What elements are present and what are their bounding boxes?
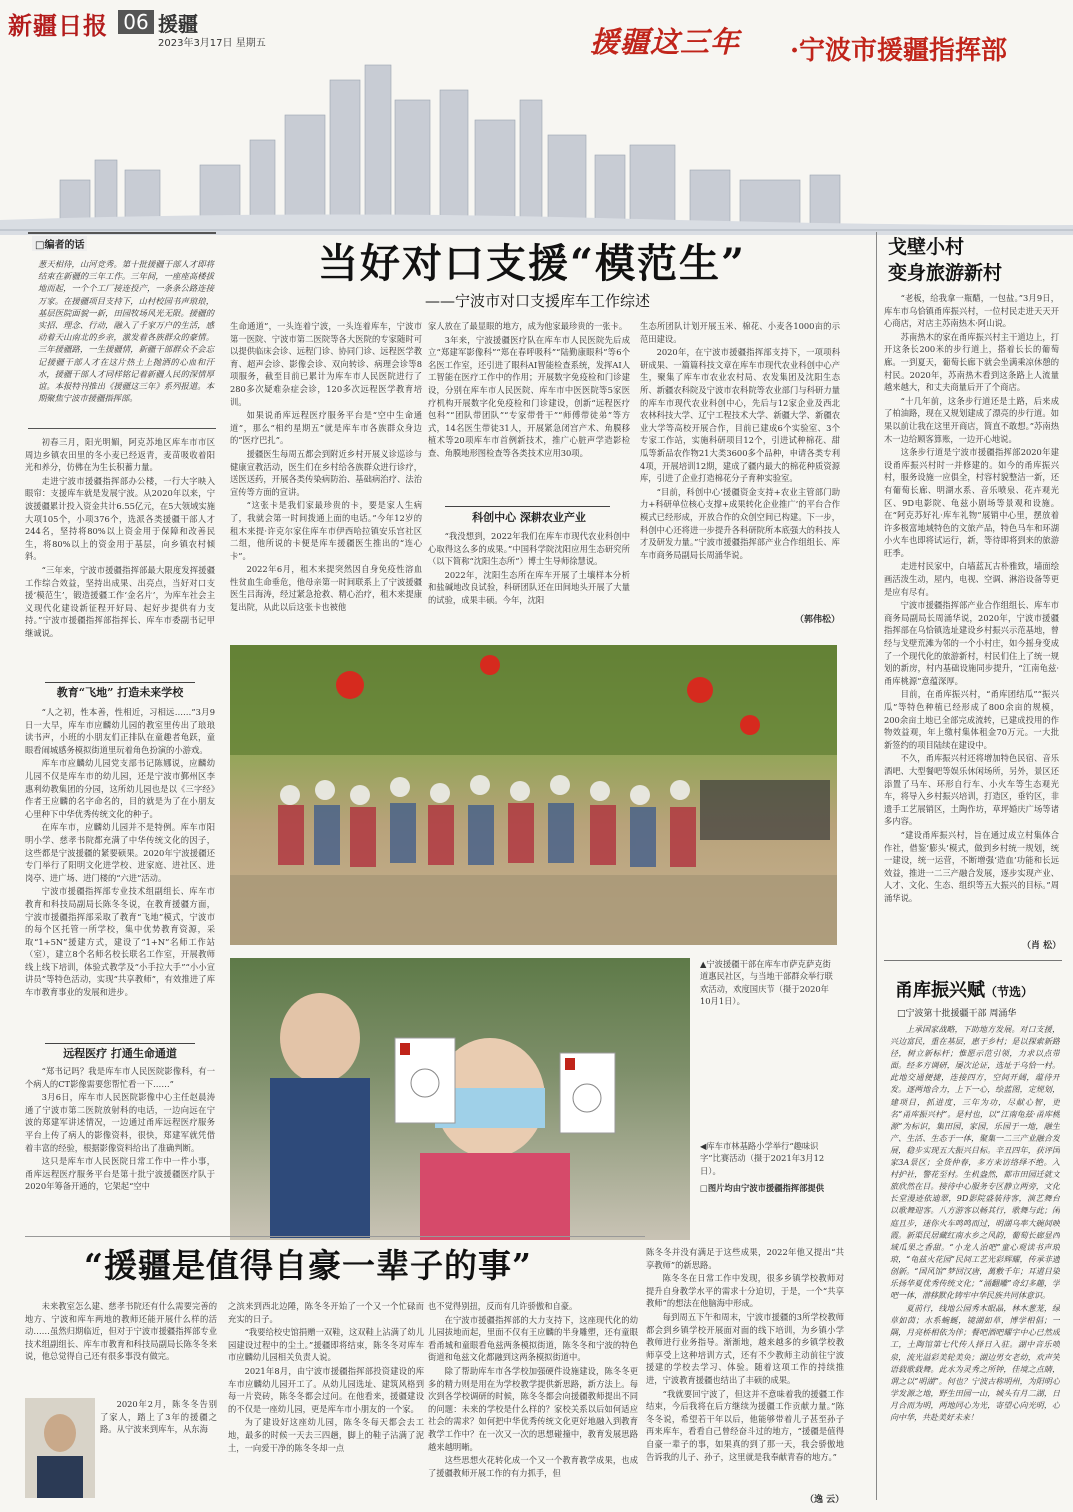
main-headline: 当好对口支援“模范生”: [318, 240, 747, 287]
article-author: （郭伟松）: [795, 615, 841, 625]
paragraph: 夏前行，线地公园秀木眼晶，林木葱茏，绿草如茵；水系蜿蜒，镜湖如草，博学相倡；一隅，月亮桥相依为伴；餐吧酒吧耀宇中心已然成工，土陶馆第七代传人择日入驻。湖中音乐喷泉，流光溢彩美轮美奂；湖边男女老幼，欢声笑语载歌载舞。此水为灵秀之所钟，佳境之点睛，谓之以“明湖”。何也？宁波古称明州，为阳明心学发源之地，野生田园一山，城头有月二湖，日月合而为明，两地同心为光，寄望心向光明，心向中华，共赴美好未来！: [890, 1304, 1060, 1422]
bottom-article-col3: [428, 1300, 638, 1500]
paragraph: 家人放在了最显眼的地方，成为他家最珍贵的一张卡。: [428, 321, 628, 331]
sidebar-title-line2: 变身旅游新村: [888, 262, 1003, 284]
paragraph: 这条步行道是宁波市援疆指挥部2020年建设甬库振兴村时一并修建的。如今的甬库振兴村，服务设施一应俱全，村容村貌整洁一新，还有葡萄长廊、明湖水系、音乐喷泉、花卉观光区、9D电影院、龟兹小剧场等景观和设施。在“阿克苏好礼·库车礼物”展销中心里，摆放着许多极富地域特色的文旅产品，特色马车和环湖小火车也即将试运行，新，等待即将到来的旅游旺季。: [884, 447, 1059, 558]
main-article-col4: [640, 320, 840, 610]
bottom-article-col1: [25, 1300, 217, 1395]
main-article-col3b: [428, 530, 630, 638]
paragraph: 为了建设好这座幼儿园，陈冬冬每天都会去工地，最多的时候一天去三四趟，脚上的鞋子沾满了泥土，一向爱干净的陈冬冬却一点: [228, 1417, 424, 1453]
subheading-rule: [445, 506, 610, 507]
paragraph: “十几年前，这条步行道还是土路，后来成了柏油路，现在又规划建成了漂亮的步行道。如果以前让我在这里开商店，简直不敢想。”苏南热木一边给顾客算账，一边开心地说。: [884, 395, 1059, 444]
issue-date: 2023年3月17日 星期五: [158, 38, 266, 49]
bottom-feature-rule: [25, 1236, 645, 1237]
photo-illustration: [230, 645, 837, 945]
paragraph: 上承国家战略，下助地方发展。对口支援，兴边富民，重在基层，惠于乡村；是以探索新路径，树立新标杆；惟愿示范引领，力求以点带面。经多方调研，屡次论证，选址于乌恰一村。此地交通便捷，连接四方，空间开阔，蕴待开发。逐两地合力，上下一心，绘蓝图，定规划，建项目，抓进度，三年为功，尽献心智，更名“甬库振兴村”。是村也，以“江南龟兹·甬库桃源”为标识，集田园，家园，乐园于一地，融生产、生活、生态于一体，聚集一二三产业融合发展，稳步实现五大振兴目标。辛丑四年，获评国家3A景区；全货仲春，多方来访络绎不绝。入村护社，警花至村。生机盎然，都市田园迁就文旅欣然在目。接待中心服务专区静立两旁，文化长堂漫迹依迪翠，9D影院盛装待客，演艺舞台以歌舞迎客。八方游客以畅其行，歌舞与此；闲庭且步，迷你火车鸣鸣而过，明湖乌率大碗间映霞。新渠民居藏红南水乡之风韵，葡萄长廊显西域瓜果之香甜。“小龙人治吧”童心观读书声琅琅，“龟兹火花园”民间工艺光彩辉耀，传承非遗创新。“国风馆”梦回汉唐，萬敷千年；耳道目染乐扬华夏优秀传统文化；“涌翻雕”奇幻多趣，学吧一体，潜移默化铸牢中华民族共同体意识。: [890, 1025, 1060, 1301]
photo-children-literacy: [230, 958, 690, 1240]
main-article-col1: [25, 436, 215, 672]
subheading-agriculture: 科创中心 深耕农业产业: [472, 511, 586, 524]
paragraph: 在库车市，应麟幼儿园并不是特例。库车市阳明小学、慈孝书院都充满了中华传统文化的因子，这些都是宁波援疆的紧要硕果。2020年宁波援疆还专门举行了阳明文化进学校、进家庭、进社区、进岗亭、进广场、进门楼的“六进”活动。: [25, 822, 215, 883]
paragraph: 除了帮助库车市各学校加强硬件设施建设，陈冬冬更多的精力则是用在为学校教学提供新思路，新方法上。每次到各学校调研的时候，陈冬冬都会向援疆教师提出不同的问题：未来的学校是什么样的？家校关系以后如何适应社会的需求？如何把中华优秀传统文化更好地融入到教育教学工作中？在一次又一次的思想碰撞中，教育发展思路越来越明晰。: [428, 1365, 638, 1452]
paragraph: 这只是库车市人民医院日常工作中一件小事，甬库远程医疗服务平台是第十批宁波援疆医疗队于2020年筹备开通的，它架起“空中: [25, 1156, 215, 1192]
paragraph: 生态所团队计划开展玉米、棉花、小麦各1000亩的示范田建设。: [640, 321, 840, 344]
paragraph: “这张卡是我们家最珍贵的卡，要是家人生病了，我就会第一时间拨通上面的电话。”今年12岁的租木来提·许克尔家住库车市伊西哈拉镇安乐宫社区二组，他所说的卡便是库车援疆医生推出的“连心卡”。: [230, 500, 422, 561]
main-article-col2: [230, 320, 422, 638]
photo-illustration: [230, 958, 690, 1240]
paragraph: 宁波市援疆指挥部产业合作组组长、库车市商务局副局长周涌华说，2020年，宁波市援疆指挥部在乌恰镇选址建设乡村振兴示范基地，曾经与戈壁荒滩为邻的一个小村庄，如今摇身变成了一个现代化的旅游新村，村民们住上了统一规划的新房，村内基础设施同步提升，“江南龟兹·甬库桃源”意蕴深厚。: [884, 600, 1059, 686]
bottom-headline: “援疆是值得自豪一辈子的事”: [84, 1246, 532, 1285]
paragraph: 走进宁波市援疆指挥部办公楼，一行大字映入眼帘：支援库车就是发展宁波。从2020年以来，宁波援疆累计投入资金共计6.55亿元，在5大领域实施大项105个，小项376个，选派各类援疆干部人才244名，坚持将80%以上资金用于保障和改善民生，将80%以上的资金用于基层，向乡镇农村倾斜。: [25, 475, 215, 562]
paragraph: 陈冬冬并没有满足于这些成果，2022年他又提出“共享教师”的新思路。: [646, 1247, 844, 1270]
page-number: 06: [118, 10, 154, 34]
subheading-medical: 远程医疗 打通生命通道: [63, 1047, 177, 1060]
main-article-col1c: [25, 1065, 215, 1230]
paragraph: “建设甬库振兴村，旨在通过成立村集体合作社，借鉴‘膨头’模式，做到乡村统一规划，统一建设，统一运营，不断增强‘造血’功能和长远效益，推进一二三产融合发展，逐步实现产业、人才、文化、生态、组织等五大振兴的目标。”周涌华说。: [884, 829, 1059, 903]
bottom-article-col1b: [100, 1398, 217, 1498]
main-article-col1b: [25, 706, 215, 1028]
paragraph: “目前，科创中心‘援疆资金支持+农业主管部门助力+科研单位核心支撑+成果转化企业推广’的平台合作模式已经形成，开放合作的众创空间已构建。下一步，科创中心还将进一步提升各科研院所本底强大的科技人才及研发力量。”宁波市援疆指挥部产业合作组组长、库车市商务局副局长周涌华说。: [640, 486, 840, 560]
bottom-article-col4: [646, 1246, 844, 1488]
sidebar-separator: [884, 960, 1062, 961]
subheading-education: 教育“飞地” 打造未来学校: [56, 686, 184, 699]
series-subtitle: ·宁波市援疆指挥部: [790, 36, 1008, 66]
section-name: 援疆: [158, 12, 198, 36]
sidebar-title-line1: 戈壁小村: [888, 236, 965, 258]
paragraph: 生命通道”，一头连着宁波，一头连着库车，宁波市第一医院、宁波市第二医院等各大医院的专家随时可以提供临床会诊、远程门诊、协同门诊、远程医学教育、超声会诊、影像会诊、双向转诊、病理会诊等8项服务，截至目前已累计为库车市人民医院进行了280多次疑难杂症会诊，120多次远程医学教育培训。: [230, 321, 422, 407]
poem-author: □宁波第十批援疆干部 周涌华: [897, 1009, 1017, 1019]
editor-note-text: 葱天相待，山河竞秀。第十批援疆干部人才即将结束在新疆的三年工作。三年间，一座座高楼拔地而起，一个个工厂接连投产，一条条公路连接万家。在援疆项目支持下，山村校园书声琅琅，基层医院面貌一新，田园牧场风光无限。援疆的实招、理念、行动，融入了千家万户的生活，感动着天山南北的乡亲，激发着各族群众的豪情。三年援疆路，一生援疆情，新疆干部群众不会忘记援疆干部人才在这片热土上抛洒的心血和汗水，援疆干部人才同样铭记着新疆人民的深情厚谊。本报特刊推出《援疆这三年》系列报道。本期聚焦宁波市援疆指挥部。: [38, 259, 214, 404]
poem-title: [895, 976, 1033, 1002]
main-subheadline: ——宁波市对口支援库车工作综述: [425, 292, 651, 310]
subheading-rule: [45, 682, 195, 683]
series-title: 援疆这三年: [590, 25, 741, 59]
paragraph: 3月6日，库车市人民医院影像中心主任赵晨涛通了宁波市第二医院放射科的电话，一边向远在宁波的郑建军讲述情况，一边通过甬库远程医疗服务平台上传了病人的影像资料，很快，郑建军就凭借着丰富的经验，根据影像资料给出了准确判断。: [25, 1092, 215, 1153]
paragraph: 2022年6月，租木来提突然因自身免疫性溶血性贫血生命垂危，他母亲第一时间联系上了宁波援疆医生吕海涛，经过紧急抢救、精心治疗，租木来提康复出院，从此以后这张卡也被他: [230, 564, 422, 613]
sidebar-author: （肖 松）: [1022, 941, 1062, 951]
paragraph: 之滨来到西北边陲，陈冬冬开始了一个又一个忙碌而充实的日子。: [228, 1301, 424, 1324]
paragraph: “我没想到，2022年我们在库车市现代农业科创中心取得这么多的成果。”中国科学院沈阳应用生态研究所（以下简称“沈阳生态所”）博士生导师徐慧说。: [428, 531, 630, 567]
paragraph: 宁波市援疆指挥部专业技术组副组长、库车市教育和科技局副局长陈冬冬说，在教育援疆方面，宁波市援疆指挥部采取了教育“飞地”模式，宁波市的每个区托管一所学校，集中优势教育资源，采取“1+5N”援建方式，建设了“1+N”名师工作站（室），建立8个名师名校长联名工作室，开展教师线上线下培训，体验式教学及“小手拉大手”“小小宣讲员”等特色活动，实现“共享教师”，有效推进了库车市教育事业的发展和进步。: [25, 886, 215, 998]
paragraph: 未来教室怎么建、慈孝书院还有什么需要完善的地方、宁波和库车两地的教师还能开展什么样的活动……虽然归期临近，但对于宁波市援疆指挥部专业技术组副组长、库车市教育和科技局副局长陈冬冬来说，他总觉得自己还有很多事没有做完。: [25, 1301, 217, 1362]
paragraph: 走进村民家中，白墙蓝瓦古朴雅致，墙面绘画活泼生动，屋内，电视、空调、淋浴设备等更是应有尽有。: [884, 561, 1059, 597]
sidebar-article-body: [884, 292, 1059, 934]
paragraph: 2021年8月，由宁波市援疆指挥部投资建设的库车市应麟幼儿园开工了。从幼儿园选址、建筑风格到每一片瓷砖，陈冬冬都会过问。在他看来，援疆建设的不仅是一座幼儿园，更是库车市小朋友的一个家。: [228, 1365, 424, 1414]
paragraph: 初春三月，阳光明媚，阿克苏地区库车市市区周边乡镇农田里的冬小麦已经返青，麦苗吸收着阳光和养分，仿佛在为生长积蓄力量。: [25, 437, 215, 473]
paragraph: 2020年，在宁波市援疆指挥部支持下，一项项科研成果、一篇篇科技文章在库车市现代农业科创中心产生，聚集了库车市农业农村局、农发集团及沈阳生态所、新疆农科院及宁波市农科院等农业部门与科研力量的库车市现代农业科创中心，先后与12家企业及西北农林科技大学、辽宁工程技术大学、新疆大学、新疆农业大学等高校开展合作，目前已建成6个实验室、3个专家工作站，实施科研项目12个，引进试种棉花、甜瓜等新品农作物21大类3600多个品种，申请各类专利4项，开展培训12期，建成了疆内最大的棉花种质资源库，引进了企业打造棉花分子育种实验室。: [640, 347, 840, 484]
portrait-photo: [25, 1398, 95, 1498]
photo-caption-literacy: ◀库车市林基路小学举行“趣味识字”比赛活动（摄于2021年3月12日）。: [700, 1141, 825, 1176]
city-skyline-illustration: [0, 60, 1073, 235]
paragraph: 也不觉得别扭，反而有几许骄傲和自豪。: [428, 1301, 578, 1311]
paragraph: “三年来，宁波市援疆指挥部最大限度发挥援疆工作综合效益，坚持出成果、出亮点，当好对口支援‘模范生’，锻造援疆工作‘金名片’，为库车社会主义现代化建设新征程开好局、起好步提供有力支持。”宁波市援疆指挥部指挥长、库车市委副书记甲继诚说。: [25, 564, 215, 638]
paragraph: 每到周五下午和周末，宁波市援疆的3所学校教师都会到乡镇学校开展面对面的线下培训，为乡镇小学教师进行业务指导。渐渐地，越来越多的乡镇学校教师享受上这种培训方式，还有不少教师主动前往宁波援建的学校去学习、体验。随着这项工作的持续推进，宁波教育援疆也结出了丰硕的成果。: [646, 1311, 844, 1385]
paragraph: 2020年2月，陈冬冬告别了家人，踏上了3年的援疆之路。从宁波来到库车，从东海: [100, 1399, 217, 1435]
paragraph: 援疆医生每周五都会到附近乡村开展义诊巡诊与健康宣教活动，医生们在乡村给各族群众进行诊疗，送医送药，开展各类传染病防治、基础病治疗、法治宣传等方面的宣讲。: [230, 448, 422, 497]
paragraph: “人之初，性本善，性相近，习相远……”3月9日一大早，库车市应麟幼儿园的教室里传出了琅琅读书声，小班的小朋友们正排队在童趣者龟跃，童眼看闹城感务模拟街道里玩着角色扮演的小游戏。: [25, 707, 215, 755]
paragraph: 2022年，沈阳生态所在库车开展了土壤样本分析和盐碱地改良试验，科研团队还在田间地头开展了大量的试验，成果丰硕。今年，沈阳: [428, 569, 630, 605]
paragraph: 如果说甬库远程医疗服务平台是“空中生命通道”，那么“相约星期五”就是库车市各族群众身边的“医疗巴扎”。: [230, 410, 422, 446]
photo-credit: □图片均由宁波市援疆指挥部提供: [700, 1183, 824, 1193]
paragraph: “郑书记吗？我是库车市人民医院影像科，有一个病人的CT影像需要您帮忙看一下……”: [25, 1066, 215, 1089]
paragraph: 陈冬冬在日常工作中发现，很多乡镇学校教师对提升自身教学水平的需求十分迫切，于是，一个“共享教师”的想法在他脑海中形成。: [646, 1273, 844, 1309]
paragraph: 库车市应麟幼儿园党支部书记陈娜说，应麟幼儿园不仅是库车市的幼儿园，还是宁波市鄞州区李惠利幼教集团的分园，这所幼儿园也是以《三字经》作者王应麟的名字命名的，目的就是为了在小朋友心里种下中华优秀传统文化的种子。: [25, 758, 215, 819]
sidebar-title: [888, 234, 1002, 286]
paragraph: 这些思想火花转化成一个又一个教育教学成果，也成了援疆教师开展工作的有力抓手，但: [428, 1455, 638, 1478]
photo-caption-celebration: ▲宁波援疆干部在库车市萨克萨克街道惠民社区，与当地干部群众举行联欢活动，欢度国庆节（摄于2020年10月1日）。: [700, 959, 833, 1007]
bottom-article-col2: [228, 1300, 424, 1500]
sidebar-divider: [876, 232, 877, 1500]
newspaper-logo: 新疆日报: [8, 11, 108, 40]
poem-title-note: （节选）: [985, 985, 1034, 999]
poem-body: [890, 1024, 1060, 1502]
paragraph: 3年来，宁波援疆医疗队在库车市人民医院先后成立“郑建军影像科”“郑在春呼吸科”“陆勤康眼科”等6个名医工作室，还引进了眼科AI智能检查系统，发挥AI人工智能在医疗工作中的作用；开展数字免疫检和门诊建设，分别在库车市人民医院、库车市中医医院等5家医疗机构开展数字化免疫检和门诊建设，创新“远程医疗包科”“团队带团队”“专家带骨干”“师傅带徒弟”等方式，14名医生带徒31人，开展紧急闭宫产术、角膜移植术等20项库车市首例新技术，推广心脏声学造影检查、角膜地形图检查等各类技术应用30项。: [428, 334, 630, 458]
paragraph: 在宁波市援疆指挥部的大力支持下，这座现代化的幼儿园拔地而起，里面不仅有王应麟的半身雕塑，还有童眼看甬城和童眼看龟兹两条模拟街道，陈冬冬和宁波的特色街道和龟兹文化都融到这两条模拟街道中。: [428, 1314, 638, 1363]
paragraph: 目前，在甬库振兴村，“甬库团结瓜”“振兴瓜”等特色种植已经形成了800余亩的规模，200余亩土地已全部完成流转，已建成投用的作物效益观，年上缴村集体租金70万元。一大批新签约的项目陆续在建设中。: [884, 689, 1059, 750]
editor-note-label: □编者的话: [32, 236, 87, 251]
paragraph: “我要给校史馆捐赠一双鞋，这双鞋上沾满了幼儿园建设过程中的尘土。”援疆即将结束，陈冬冬对库车市应麟幼儿园相关负责人说。: [228, 1327, 424, 1363]
subheading-rule: [45, 1043, 195, 1044]
paragraph: 不久，甬库振兴村还将增加特色民宿、音乐酒吧、大型餐吧等娱乐休闲场所，另外，景区还添置了马车、环形自行车、小火车等生态观光车，将导入乡村振兴培训，打造区，垂钓区，非遗手工艺展销区，土陶作坊，草坪婚庆广场等诸多内容。: [884, 753, 1059, 827]
paragraph: “我就要回宁波了，但这并不意味着我的援疆工作结束，今后我将在后方继续为援疆工作贡献力量。”陈冬冬说，希望若干年以后，他能够带着儿子甚至孙子再来库车，看看自己曾经奋斗过的地方，“援疆是值得自豪一辈子的事，如果真的到了那一天，我会骄傲地告诉我的儿子、孙子，这里就是我奉献青春的地方。”: [646, 1388, 844, 1462]
photo-group-celebration: [230, 645, 837, 945]
portrait-illustration: [25, 1398, 95, 1498]
main-article-col3: [428, 320, 630, 500]
paragraph: “老板，给我拿一瓶醋，一包盐。”3月9日，库车市乌恰镇甬库振兴村，一位村民走进天天开心商店，对店主苏南热木·阿山说。: [884, 293, 1059, 329]
bottom-author: （逸 云）: [805, 1495, 845, 1505]
poem-title-main: 甬库振兴赋: [895, 980, 985, 1001]
paragraph: 苏南热木的家在甬库振兴村主干道边上，打开这条长200米的步行道上，搭着长长的葡萄廊。一到夏天，葡萄长廊下就会坐满乘凉休憩的村民。2020年，苏南热木看到这条路上人流量越来越大，和丈夫商量后开了个商店。: [884, 331, 1059, 393]
